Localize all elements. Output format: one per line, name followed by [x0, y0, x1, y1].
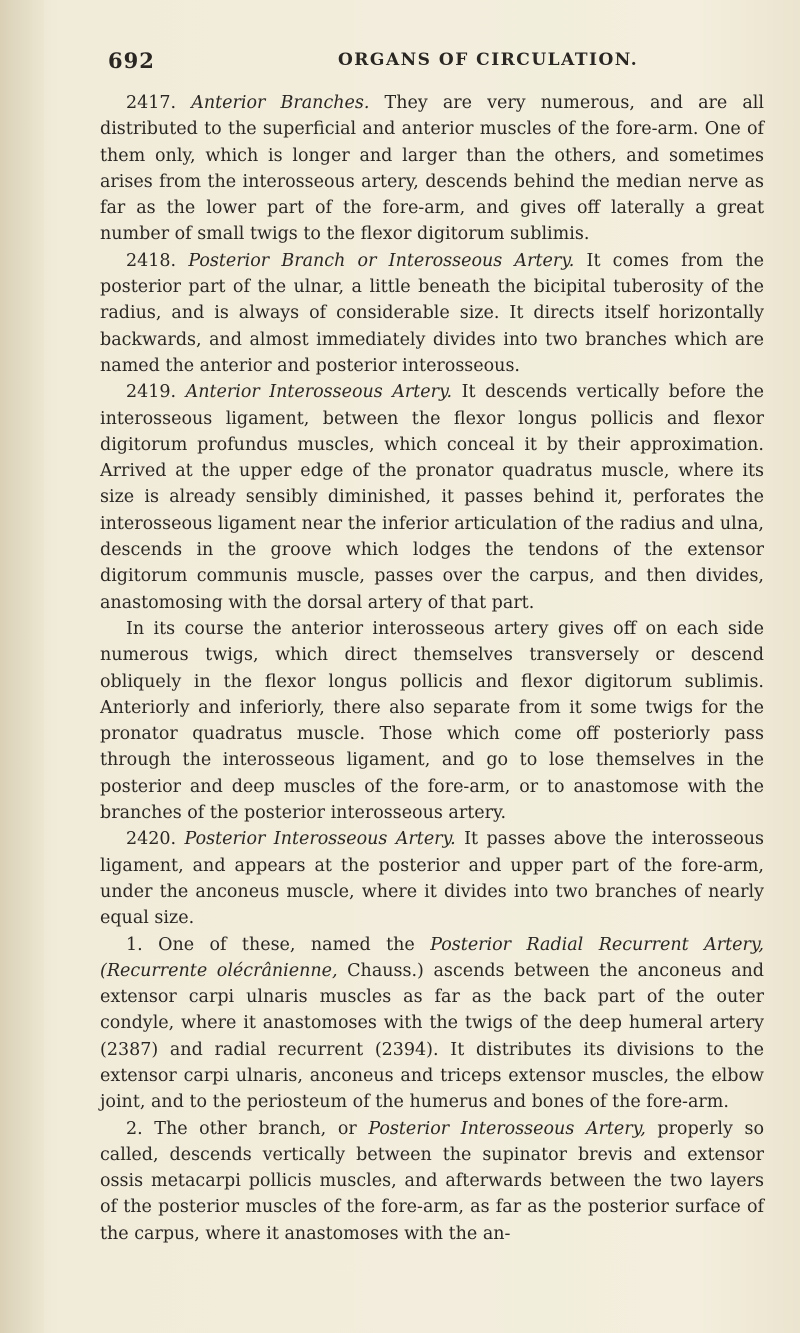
body-text [100, 90, 764, 1247]
paragraph-heading: Anterior Branches. [191, 93, 370, 113]
paragraph-2420 [100, 826, 764, 931]
paragraph-text: One of these, named the [158, 934, 431, 955]
item-number: 2. [126, 1118, 143, 1139]
paragraph-text: The other branch, or [154, 1118, 369, 1139]
paragraph-2419 [100, 379, 764, 616]
paragraph-text: It comes from the posterior part of the ulnar, a little beneath the bicipital tuberosity of the radius, and is always of considerable size. It directs itself horizontally backwards, and almost immediately divides into two branches which are named the anterior and posterior interosseous. [100, 250, 764, 376]
paragraph-heading: Anterior Interosseous Artery. [185, 382, 453, 403]
page-header [108, 48, 758, 78]
paragraph-text-continued: Chauss.) ascends between the anconeus and extensor carpi ulnaris muscles as far as the back part of the outer condyle, where it anastomoses with the twigs of the deep humeral artery (2387) and radial recurrent (2394). It distributes its divisions to the extensor carpi ulnaris, anconeus and triceps extensor muscles, the elbow joint, and to the periosteum of the humerus and bones of the fore-arm. [100, 960, 764, 1113]
page-number: 692 [108, 48, 155, 73]
paragraph-2417 [100, 90, 764, 248]
paragraph-text: It descends vertically before the interosseous ligament, between the flexor longus pollicis and flexor digitorum profundus muscles, which conceal it by their approximation. Arrived at the upper edge of the pronator quadratus muscle, where its size is already sensibly diminished, it passes behind it, perforates the interosseous ligament near the inferior articulation of the radius and ulna, descends in the groove which lodges the tendons of the extensor digitorum communis muscle, passes over the carpus, and then divides, anastomosing with the dorsal artery of that part. [100, 382, 765, 613]
paragraph-number: 2418. [126, 250, 177, 271]
paragraph-heading: Posterior Branch or Interosseous Artery. [188, 250, 575, 271]
paragraph-text: It passes above the interosseous ligament, and appears at the posterior and upper part of the fore-arm, under the anconeus muscle, where it divides into two branches of nearly equal size. [100, 829, 764, 929]
paragraph-heading: Posterior Interosseous Artery. [184, 829, 456, 850]
paragraph-number: 2419. [126, 382, 177, 403]
paragraph-italic: Posterior Interosseous Artery, [368, 1118, 646, 1139]
paragraph-item-2 [100, 1116, 764, 1247]
paragraph-number: 2420. [126, 829, 177, 850]
paragraph-item-1 [100, 932, 764, 1116]
paragraph-number: 2417. [126, 93, 177, 113]
item-number: 1. [126, 934, 143, 955]
paragraph-2419-continued [100, 616, 764, 826]
paragraph-text: In its course the anterior interosseous artery gives off on each side numerous twigs, which direct themselves transversely or descend obliquely in the flexor longus pollicis and flexor digitorum sublimis. Anteriorly and inferiorly, there also separate from it some twigs for the pronator quadratus muscle. Those which come off posteriorly pass through the interosseous ligament, and go to lose themselves in the posterior and deep muscles of the fore-arm, or to anastomose with the branches of the posterior interosseous artery. [100, 618, 764, 824]
running-head: ORGANS OF CIRCULATION. [338, 50, 639, 70]
paragraph-text: They are very numerous, and are all distributed to the superficial and anterior muscles of the fore-arm. One of them only, which is longer and larger than the others, and sometimes arises from the interosseous artery, descends behind the median nerve as far as the lower part of the fore-arm, and gives off laterally a great number of small twigs to the flexor digitorum sublimis. [100, 93, 764, 245]
paragraph-2418 [100, 248, 764, 379]
page-binding-shadow [0, 0, 44, 1333]
paragraph-text-continued: properly so called, descends vertically between the supinator brevis and extensor ossis metacarpi pollicis muscles, and afterwards between the two layers of the posterior muscles of the fore-arm, as far as the posterior surface of the carpus, where it anastomoses with the an- [100, 1118, 764, 1244]
paragraph-italic: Posterior Radial Recurrent Artery, (Recurrente olécrânienne, [100, 934, 764, 981]
